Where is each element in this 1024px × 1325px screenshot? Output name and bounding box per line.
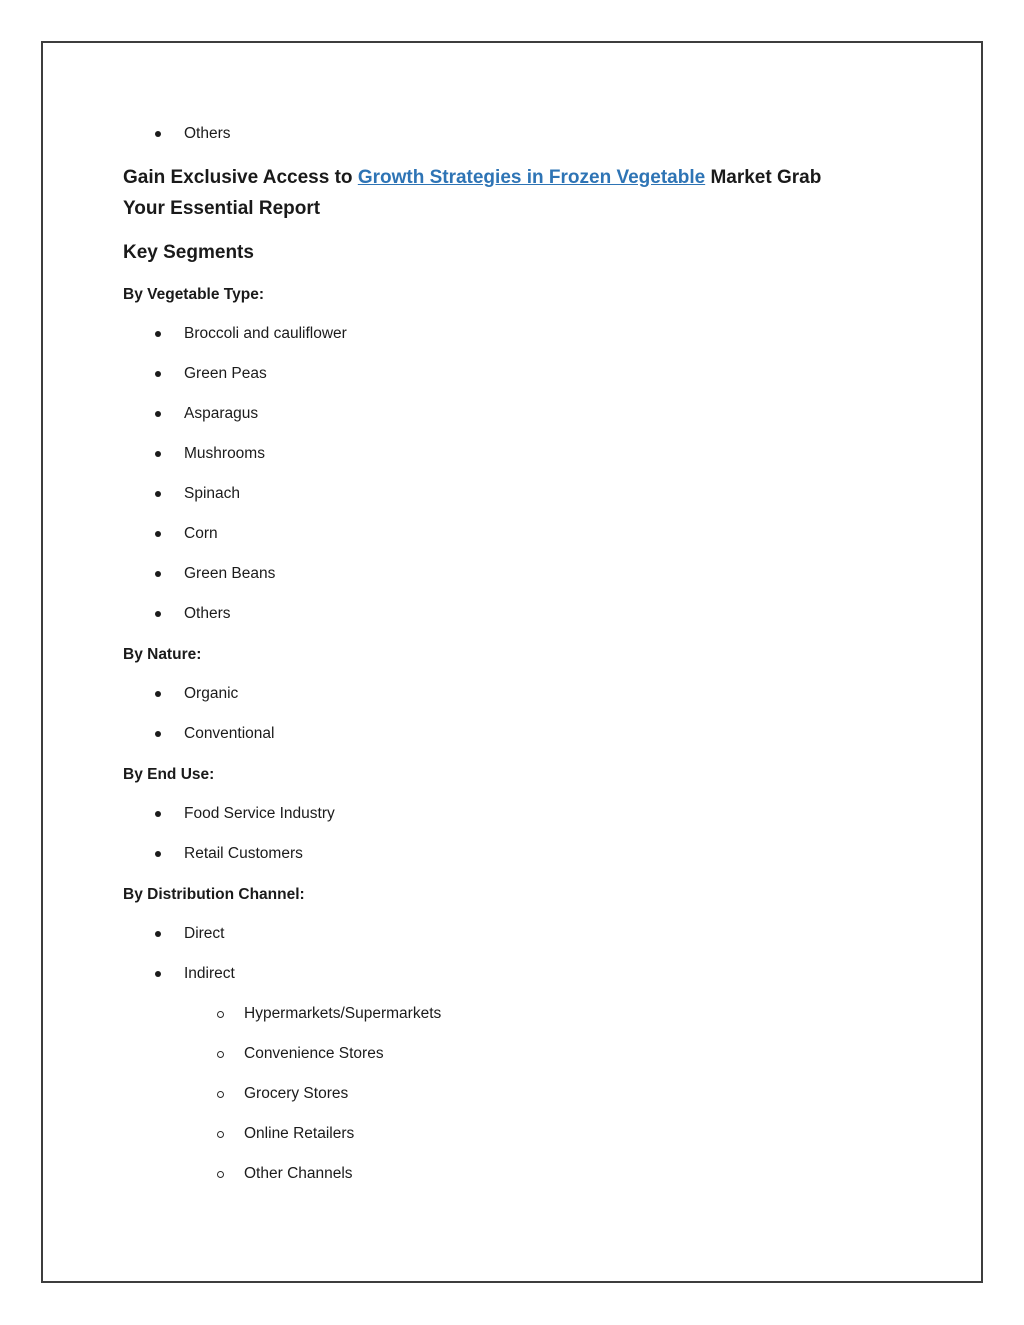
heading-prefix: Gain Exclusive Access to [123,167,358,188]
list-item [155,444,941,464]
bullet-icon [155,404,184,424]
list-item-label: Green Peas [184,365,267,382]
list-item [155,324,941,344]
bullet-icon [155,444,184,464]
circle-bullet-icon [217,1044,244,1064]
list-item-label: Green Beans [184,565,276,582]
sub-list-item-label: Convenience Stores [244,1045,384,1062]
report-link[interactable]: Growth Strategies in Frozen Vegetable [357,167,706,188]
list-item [155,844,941,864]
document-page [41,41,983,1283]
bullet-icon [155,564,184,584]
circle-bullet-icon [217,1164,244,1184]
sub-list-item [217,1004,941,1024]
sub-list-item-label: Other Channels [244,1165,353,1182]
key-segments-heading: Key Segments [123,242,254,263]
circle-bullet-icon [217,1004,244,1024]
list-item [155,684,941,704]
circle-bullet-icon [217,1124,244,1144]
list-item [155,364,941,384]
sub-list-item-label: Hypermarkets/Supermarkets [244,1005,442,1022]
list-item [155,124,941,144]
list-item [155,964,941,984]
bullet-icon [155,524,184,544]
sub-list-item-label: Grocery Stores [244,1085,349,1102]
sub-list-item [217,1044,941,1064]
list-item [155,804,941,824]
sub-list-item [217,1164,941,1184]
circle-bullet-icon [217,1084,244,1104]
sub-list-item [217,1084,941,1104]
bullet-icon [155,804,184,824]
segment-category-title: By End Use: [123,766,215,783]
list-item-label: Retail Customers [184,845,303,862]
segment-category-title: By Vegetable Type: [123,286,264,303]
list-item [155,604,941,624]
list-item-label: Others [184,125,231,142]
list-item-label: Others [184,605,231,622]
segment-category-title: By Nature: [123,646,202,663]
segment-category-title: By Distribution Channel: [123,886,305,903]
list-item-label: Food Service Industry [184,805,335,822]
list-item [155,724,941,744]
list-item-label: Spinach [184,485,241,502]
list-item [155,524,941,544]
bullet-icon [155,124,184,144]
bullet-icon [155,484,184,504]
list-item [155,564,941,584]
list-item-label: Conventional [184,725,275,742]
list-item [155,484,941,504]
bullet-icon [155,724,184,744]
bullet-icon [155,364,184,384]
list-item-label: Organic [184,685,239,702]
bullet-icon [155,684,184,704]
bullet-icon [155,964,184,984]
section-heading [123,162,941,224]
list-item-label: Broccoli and cauliflower [184,325,347,342]
bullet-icon [155,604,184,624]
heading-suffix: Market Grab [705,167,822,188]
sub-list-item-label: Online Retailers [244,1125,355,1142]
heading-line-2: Your Essential Report [123,198,321,219]
heading-line-1 [123,162,941,193]
list-item-label: Mushrooms [184,445,265,462]
bullet-icon [155,924,184,944]
list-item [155,924,941,944]
list-item-label: Direct [184,925,225,942]
list-item-label: Asparagus [184,405,259,422]
list-item-label: Indirect [184,965,235,982]
sub-list-item [217,1124,941,1144]
bullet-icon [155,844,184,864]
bullet-icon [155,324,184,344]
list-item-label: Corn [184,525,218,542]
list-item [155,404,941,424]
